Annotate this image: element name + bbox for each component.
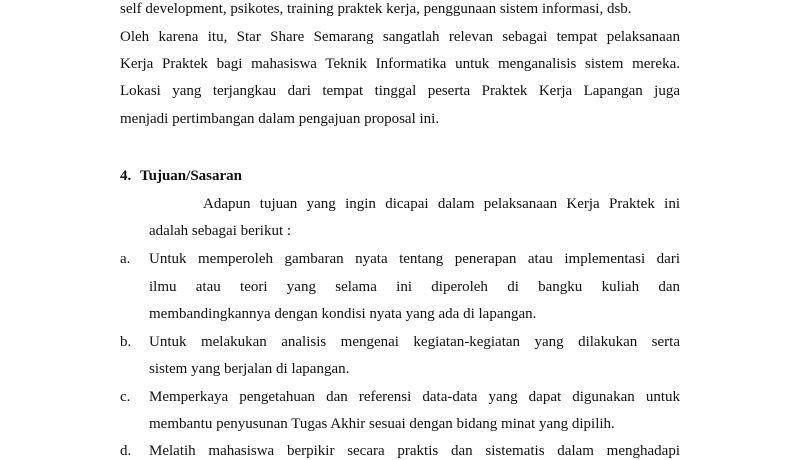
intro-line-3: Kerja Praktek bagi mahasiswa Teknik Informatika untuk menganalisis sistem mereka.: [120, 56, 680, 72]
item-b-line-2: sistem yang berjalan di lapangan.: [149, 361, 350, 377]
item-c-line-2: membantu penyusunan Tugas Akhir sesuai dengan bidang minat yang dipilih.: [149, 416, 615, 432]
list-marker-c: c.: [120, 389, 131, 405]
item-a-line-3: membandingkannya dengan kondisi nyata yang ada di lapangan.: [149, 306, 537, 322]
list-marker-b: b.: [120, 334, 132, 350]
intro-line-1: self development, psikotes, training praktek kerja, penggunaan sistem informasi, dsb.: [120, 1, 632, 17]
list-marker-a: a.: [120, 251, 131, 267]
item-b-line-1: Untuk melakukan analisis mengenai kegiatan-kegiatan yang dilakukan serta: [149, 334, 680, 350]
section-title: Tujuan/Sasaran: [140, 168, 242, 184]
intro-line-4: Lokasi yang terjangkau dari tempat tinggal peserta Praktek Kerja Lapangan juga: [120, 83, 680, 99]
item-d-line-1: Melatih mahasiswa berpikir secara praktis dan sistematis dalam menghadapi: [149, 443, 680, 459]
item-c-line-1: Memperkaya pengetahuan dan referensi data-data yang dapat digunakan untuk: [149, 389, 680, 405]
item-a-line-1: Untuk memperoleh gambaran nyata tentang penerapan atau implementasi dari: [149, 251, 680, 267]
item-a-line-2: ilmu atau teori yang selama ini diperoleh di bangku kuliah dan: [149, 279, 680, 295]
lead-line-1: Adapun tujuan yang ingin dicapai dalam pelaksanaan Kerja Praktek ini: [203, 196, 680, 212]
intro-line-5: menjadi pertimbangan dalam pengajuan proposal ini.: [120, 111, 440, 127]
section-number: 4.: [120, 168, 132, 184]
lead-line-2: adalah sebagai berikut :: [149, 223, 292, 239]
list-marker-d: d.: [120, 443, 132, 459]
intro-line-2: Oleh karena itu, Star Share Semarang sangatlah relevan sebagai tempat pelaksanaan: [120, 29, 680, 45]
